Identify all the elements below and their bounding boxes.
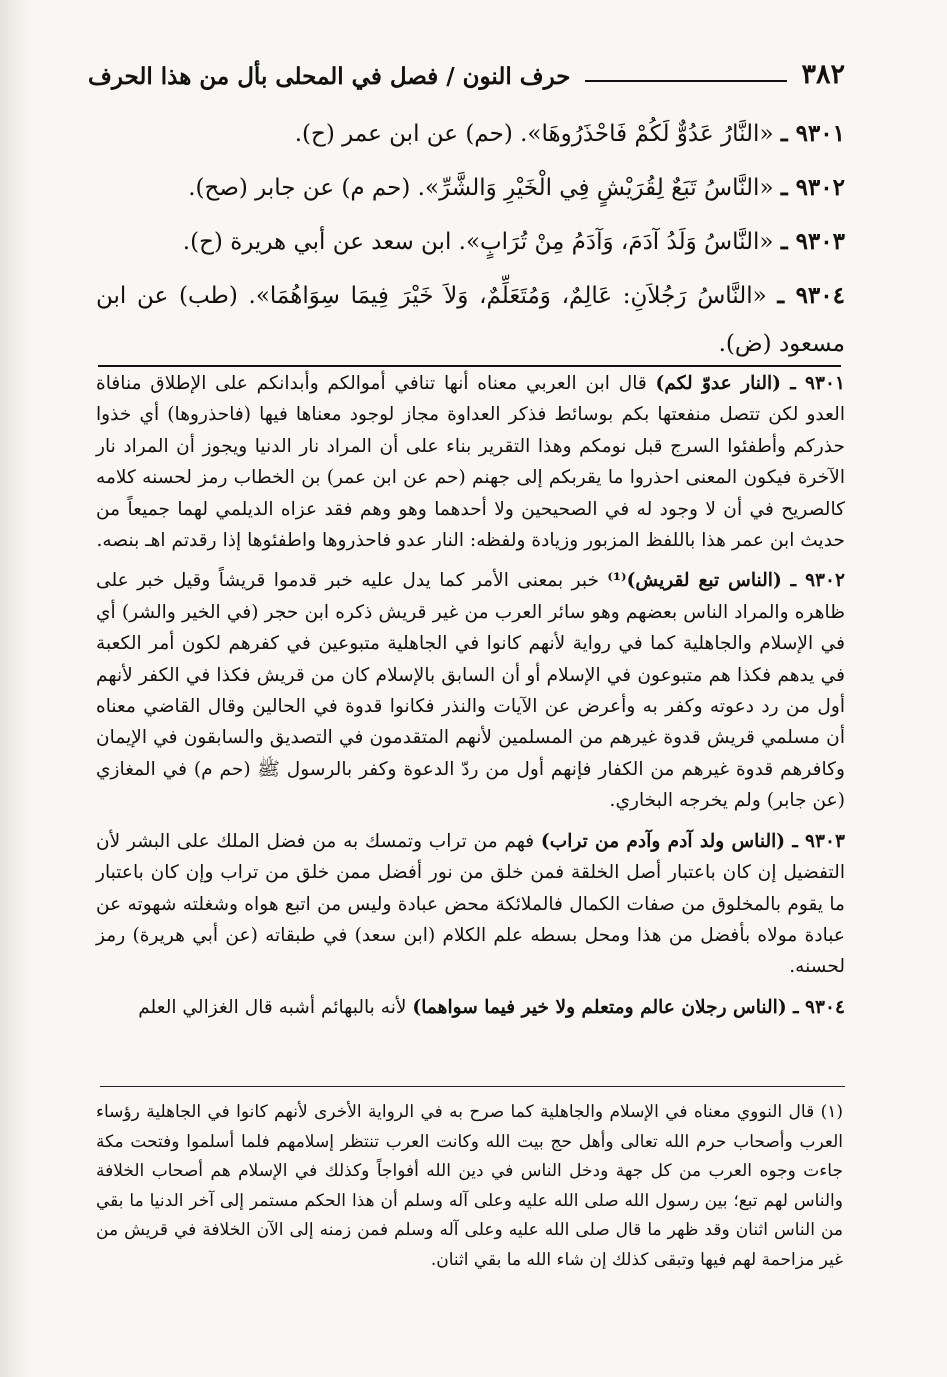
footnote-rule	[100, 1086, 845, 1087]
hadith-text: «النَّارُ عَدُوٌّ لَكُمْ فَاحْذَرُوهَا». (حم) عن ابن عمر (ح).	[294, 121, 774, 147]
commentary-text: خبر بمعنى الأمر كما يدل عليه خبر قدموا قريشاً وقيل خبر على ظاهره والمراد الناس بعضهم وهو سائر العرب من غير قريش ذكره ابن حجر (في الخير والشر) أي في الإسلام والجاهلية كما في رواية لأنهم كانوا في الجاهلية متبوعين في كفرهم لكون أمر الكعبة في يدهم فكذا هم متبوعون في الإسلام أو أن السابق بالإسلام كان من قريش فكذا في الكفر لأنهم أول من رد دعوته وكفر به وأعرض عن الآيات والنذر فكانوا قدوة في الحالين وقال القاضي معناه أن مسلمي قريش قدوة غيرهم من المسلمين لأنهم المتقدمون في التصديق والسابقون في الإيمان وكافرهم قدوة غيرهم من الكفار فإنهم أول من ردّ الدعوة وكفر بالرسول ﷺ (حم م) في المغازي (عن جابر) ولم يخرجه البخاري.	[96, 570, 845, 812]
hadith-number: ٩٣٠٣ ـ	[780, 228, 845, 255]
text-divider	[98, 365, 841, 367]
hadith-list	[96, 110, 845, 374]
header-rule	[585, 80, 788, 82]
hadith-number: ٩٣٠٢ ـ	[780, 174, 845, 201]
hadith-item	[96, 110, 845, 158]
footnote: (١) قال النووي معناه في الإسلام والجاهلية كما صرح به في الرواية الأخرى لأنهم كانوا في الجاهلية رؤساء العرب وأصحاب حرم الله تعالى وأهل حج بيت الله وكانت العرب تنتظر إسلامهم فلما أسلموا وفتحت مكة جاءت وجوه العرب من كل جهة ودخل الناس في دين الله أفواجاً وكذلك في الإسلام هم أصحاب الخلافة والناس لهم تبع؛ بين رسول الله صلى الله عليه وعلى آله وسلم أن هذا الحكم مستمر إلى آخر الدنيا ما بقي من الناس اثنان وقد ظهر ما قال صلى الله عليه وعلى آله وسلم فمن زمنه إلى الآن الخلافة في قريش من غير مزاحمة لهم فيها وتبقى كذلك إن شاء الله ما بقي اثنان.	[96, 1102, 843, 1270]
commentary-section	[96, 368, 845, 1032]
commentary-paragraph	[96, 826, 845, 983]
page-header	[88, 50, 845, 90]
hadith-text: «النَّاسُ تَبَعٌ لِقُرَيْشٍ فِي الْخَيْرِ وَالشَّرِّ». (حم م) عن جابر (صح).	[188, 175, 774, 201]
hadith-number: ٩٣٠١ ـ	[780, 120, 845, 147]
scan-edge	[0, 0, 30, 1377]
hadith-text: «النَّاسُ وَلَدُ آدَمَ، وَآدَمُ مِنْ تُرَابٍ». ابن سعد عن أبي هريرة (ح).	[182, 229, 774, 255]
commentary-text: فهم من تراب وتمسك به من فضل الملك على البشر لأن التفضيل إن كان باعتبار أصل الخلقة فمن خلق من نور أفضل ممن خلق من تراب وإن كان باعتبار ما يقوم بالمخلوق من صفات الكمال فالملائكة محض عبادة وليس من اتبع هواه وشغلته شهوته عن عبادة مولاه بأفضل من هذا ومحل بسطه علم الكلام (ابن سعد) في طبقاته (عن أبي هريرة) رمز لحسنه.	[96, 830, 845, 978]
hadith-item	[96, 164, 845, 212]
commentary-lead: ٩٣٠٣ ـ (الناس ولد آدم وآدم من تراب)	[540, 830, 845, 852]
hadith-item	[96, 272, 845, 368]
commentary-paragraph	[96, 565, 845, 816]
commentary-text: قال ابن العربي معناه أنها تنافي أموالكم وأبدانكم على الإطلاق منافاة العدو لكن تتصل منفعتها بكم بوسائط فذكر العداوة مجاز لوجود معناها فيها (فاحذروها) أي خذوا حذركم وأطفئوا السرج قبل نومكم وهذا التقرير بناء على أن المراد نار الدنيا ويجوز أن المراد نار الآخرة فيكون المعنى احذروا ما يقربكم إلى جهنم (حم عن ابن عمر) بن الخطاب رمز لحسنه كلامه كالصريح في أن لا وجود له في الصحيحين ولا أحدهما وهو وهم فقد عزاه الديلمي لهما جميعاً من حديث ابن عمر هذا باللفظ المزبور وزيادة ولفظه: النار عدو فاحذروها واطفئوها إذا رقدتم اهـ بنصه.	[96, 373, 845, 552]
commentary-lead: ٩٣٠٤ ـ (الناس رجلان عالم ومتعلم ولا خير فيما سواهما)	[412, 996, 845, 1018]
commentary-lead: ٩٣٠١ ـ (النار عدوّ لكم)	[655, 373, 845, 394]
hadith-number: ٩٣٠٤ ـ	[777, 282, 845, 309]
commentary-paragraph	[96, 368, 845, 556]
hadith-item	[96, 218, 845, 266]
commentary-paragraph	[96, 992, 845, 1023]
commentary-lead: ٩٣٠٢ ـ (الناس تبع لقريش)⁽¹⁾	[607, 570, 846, 592]
hadith-text: «النَّاسُ رَجُلاَنِ: عَالِمٌ، وَمُتَعَلِّمٌ، وَلاَ خَيْرَ فِيمَا سِوَاهُمَا». (طب) عن ابن مسعود (ض).	[96, 283, 845, 357]
running-title: حرف النون / فصل في المحلى بأل من هذا الحرف	[88, 63, 571, 90]
footnotes-section	[96, 1098, 843, 1275]
page-number: ٣٨٢	[801, 59, 845, 90]
commentary-text: لأنه بالبهائم أشبه قال الغزالي العلم	[138, 996, 413, 1018]
